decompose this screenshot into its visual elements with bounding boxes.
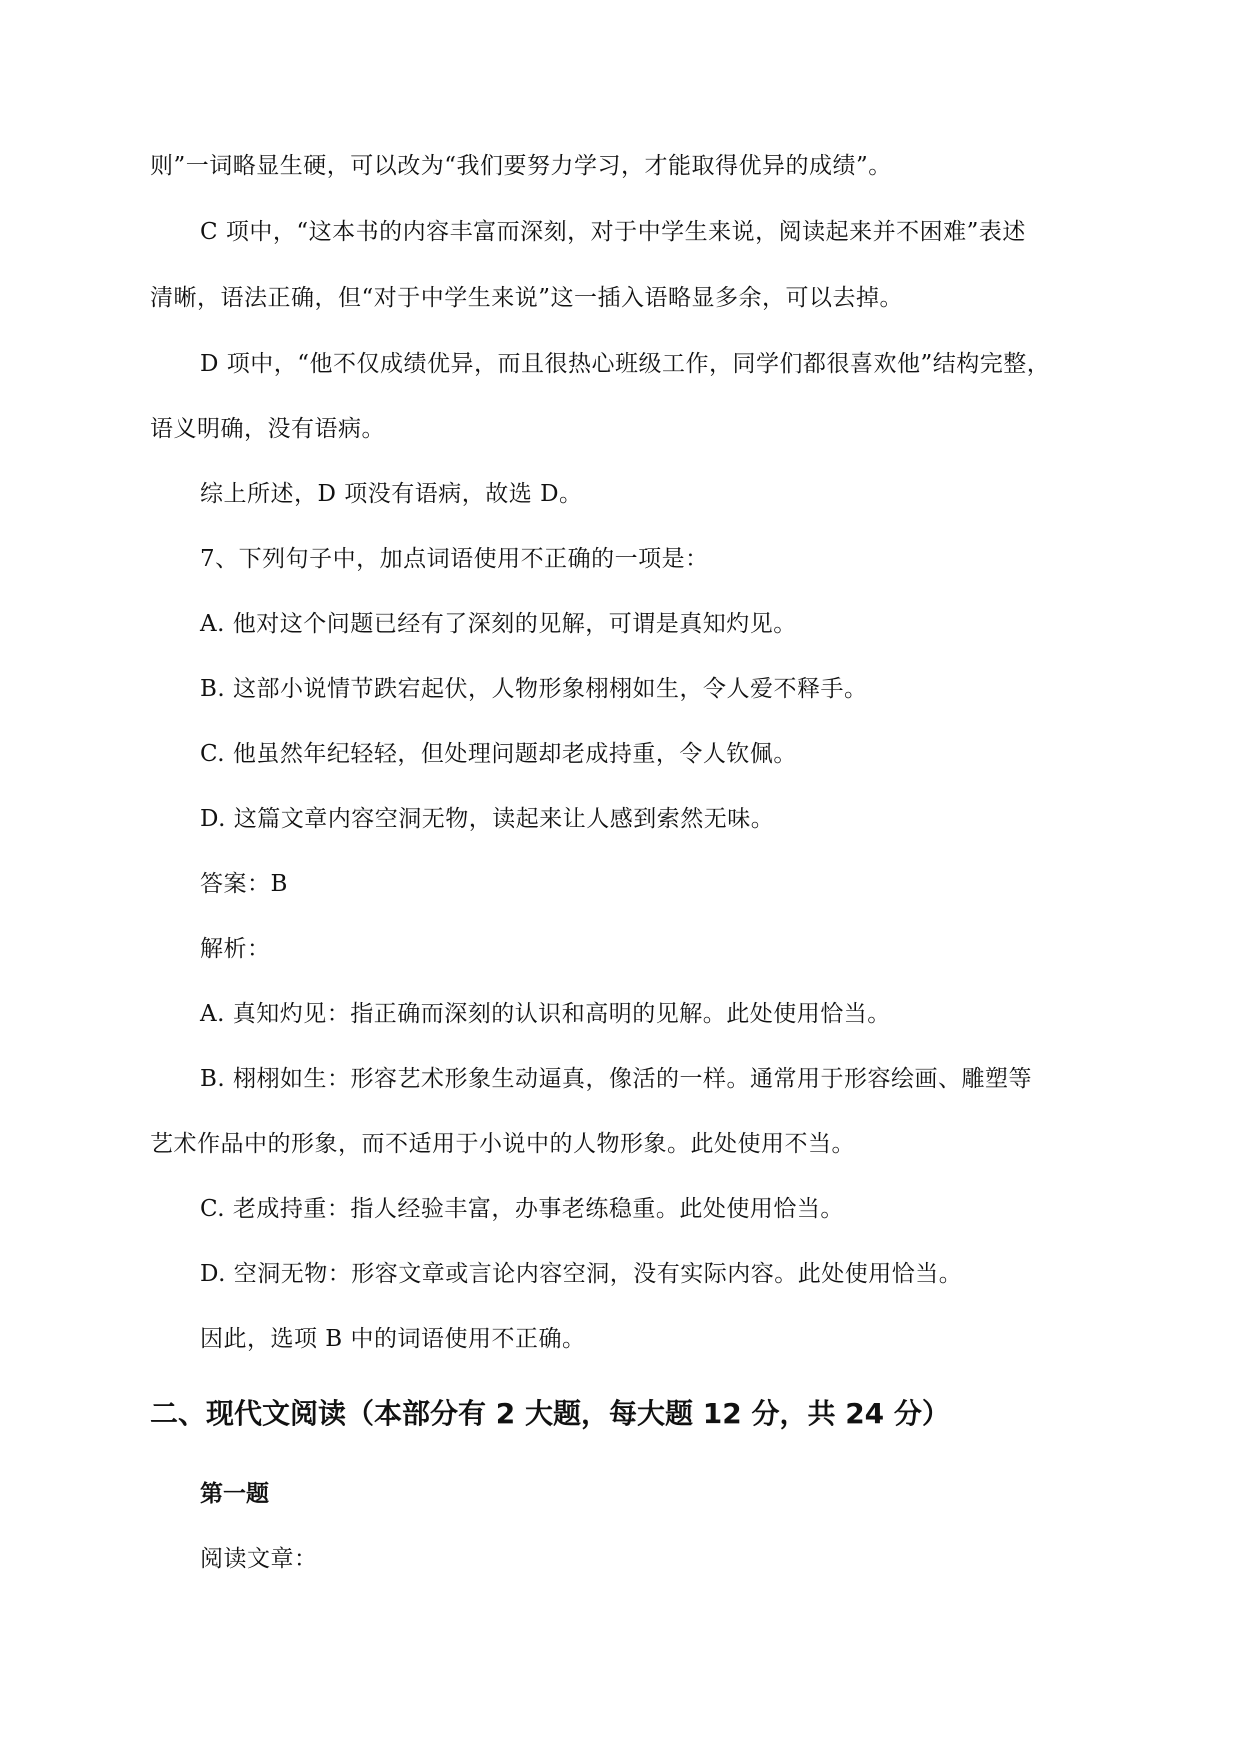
- analysis-a: A. 真知灼见：指正确而深刻的认识和高明的见解。此处使用恰当。: [200, 1001, 891, 1027]
- option-b: B. 这部小说情节跌宕起伏，人物形象栩栩如生，令人爱不释手。: [200, 676, 868, 702]
- option-a: A. 他对这个问题已经有了深刻的见解，可谓是真知灼见。: [200, 611, 797, 637]
- question-stem: 7、下列句子中，加点词语使用不正确的一项是：: [200, 546, 709, 572]
- option-c: C. 他虽然年纪轻轻，但处理问题却老成持重，令人钦佩。: [200, 741, 797, 767]
- paragraph-line: D 项中，“他不仅成绩优异，而且很热心班级工作，同学们都很喜欢他”结构完整，: [200, 351, 1051, 377]
- paragraph-line: 清晰，语法正确，但“对于中学生来说”这一插入语略显多余，可以去掉。: [150, 285, 904, 311]
- analysis-d: D. 空洞无物：形容文章或言论内容空洞，没有实际内容。此处使用恰当。: [200, 1261, 963, 1287]
- section-heading: 二、现代文阅读（本部分有 2 大题，每大题 12 分，共 24 分）: [150, 1397, 950, 1430]
- analysis-label: 解析：: [200, 936, 271, 962]
- analysis-c: C. 老成持重：指人经验丰富，办事老练稳重。此处使用恰当。: [200, 1196, 844, 1222]
- option-d: D. 这篇文章内容空洞无物，读起来让人感到索然无味。: [200, 806, 775, 832]
- analysis-b-continued: 艺术作品中的形象，而不适用于小说中的人物形象。此处使用不当。: [150, 1131, 855, 1157]
- paragraph-line: 综上所述，D 项没有语病，故选 D。: [200, 481, 583, 507]
- paragraph-line: 则”一词略显生硬，可以改为“我们要努力学习，才能取得优异的成绩”。: [150, 153, 892, 179]
- analysis-b: B. 栩栩如生：形容艺术形象生动逼真，像活的一样。通常用于形容绘画、雕塑等: [200, 1066, 1033, 1092]
- paragraph-line: 语义明确，没有语病。: [150, 416, 385, 442]
- paragraph-line: C 项中，“这本书的内容丰富而深刻，对于中学生来说，阅读起来并不困难”表述: [200, 219, 1026, 245]
- reading-prompt: 阅读文章：: [200, 1546, 318, 1572]
- conclusion: 因此，选项 B 中的词语使用不正确。: [200, 1326, 586, 1352]
- answer-line: 答案：B: [200, 871, 288, 897]
- subheading: 第一题: [200, 1481, 269, 1507]
